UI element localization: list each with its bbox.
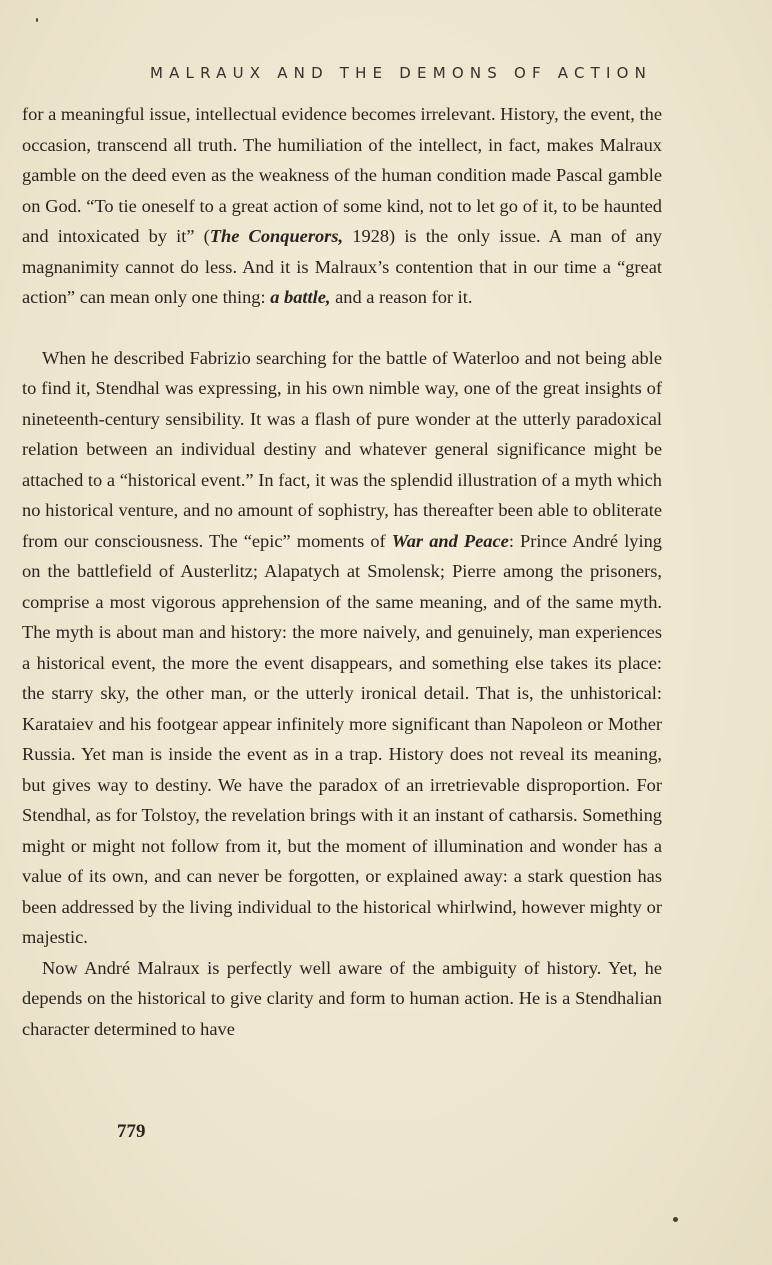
paragraph-1 bbox=[22, 99, 662, 313]
page-number: 779 bbox=[117, 1121, 146, 1142]
paragraph-3 bbox=[22, 953, 662, 1045]
paragraph-1-text-2: 1928) is the only issue. A man of any magnanimity cannot do less. And it is Malraux’s contention that in our time a “great action” can mean only one thing: bbox=[22, 226, 662, 307]
paper-speck bbox=[36, 18, 38, 22]
paragraph-1-text-1: for a meaningful issue, intellectual evidence becomes irrelevant. History, the event, the occasion, transcend all truth. The humiliation of the intellect, in fact, makes Malraux gamble on the deed even as the weakness of the human condition made Pascal gamble on God. “To tie oneself to a great action of some kind, not to let go of it, to be haunted and intoxicated by it” ( bbox=[22, 104, 662, 246]
paragraph-1-text-3: and a reason for it. bbox=[330, 287, 473, 307]
paper-speck bbox=[673, 1217, 678, 1222]
paragraph-1-italic-title: The Conquerors, bbox=[209, 226, 344, 246]
running-head: MALRAUX AND THE DEMONS OF ACTION bbox=[149, 64, 653, 82]
paragraph-1-italic-phrase: a battle, bbox=[270, 287, 331, 307]
paragraph-2 bbox=[22, 343, 662, 953]
paragraph-2-text-1: When he described Fabrizio searching for the battle of Waterloo and not being able to find it, Stendhal was expressing, in his own nimble way, one of the great insights of nineteenth-century sensibility. It was a flash of pure wonder at the utterly paradoxical relation between an individual destiny and whatever general significance might be attached to a “historical event.” In fact, it was the splendid illustration of a myth which no historical venture, and no amount of sophistry, has thereafter been able to obliterate from our consciousness. The “epic” moments of bbox=[22, 347, 662, 551]
paragraph-2-text-2: : Prince André lying on the battlefield of Austerlitz; Alapatych at Smolensk; Pierre among the prisoners, comprise a most vigorous apprehension of the same meaning, and of the same myth. The myth is about man and history: the more naively, and genuinely, man experiences a historical event, the more the event disappears, and something else takes its place: the starry sky, the other man, or the utterly ironical detail. That is, the unhistorical: Karataiev and his footgear appear infinitely more significant than Napoleon or Mother Russia. Yet man is inside the event as in a trap. History does not reveal its meaning, but gives way to destiny. We have the paradox of an irretrievable disproportion. For Stendhal, as for Tolstoy, the revelation brings with it an instant of catharsis. Something might or might not follow from it, but the moment of illumination and wonder has a value of its own, and can never be forgotten, or explained away: a stark question has been addressed by the living individual to the historical whirlwind, however mighty or majestic. bbox=[22, 530, 662, 947]
paragraph-2-italic-title: War and Peace bbox=[391, 530, 509, 551]
paragraph-3-text-1: Now André Malraux is perfectly well aware of the ambiguity of history. Yet, he depends on the historical to give clarity and form to human action. He is a Stendhalian character determined to have bbox=[22, 957, 662, 1039]
body-text bbox=[22, 99, 662, 1044]
